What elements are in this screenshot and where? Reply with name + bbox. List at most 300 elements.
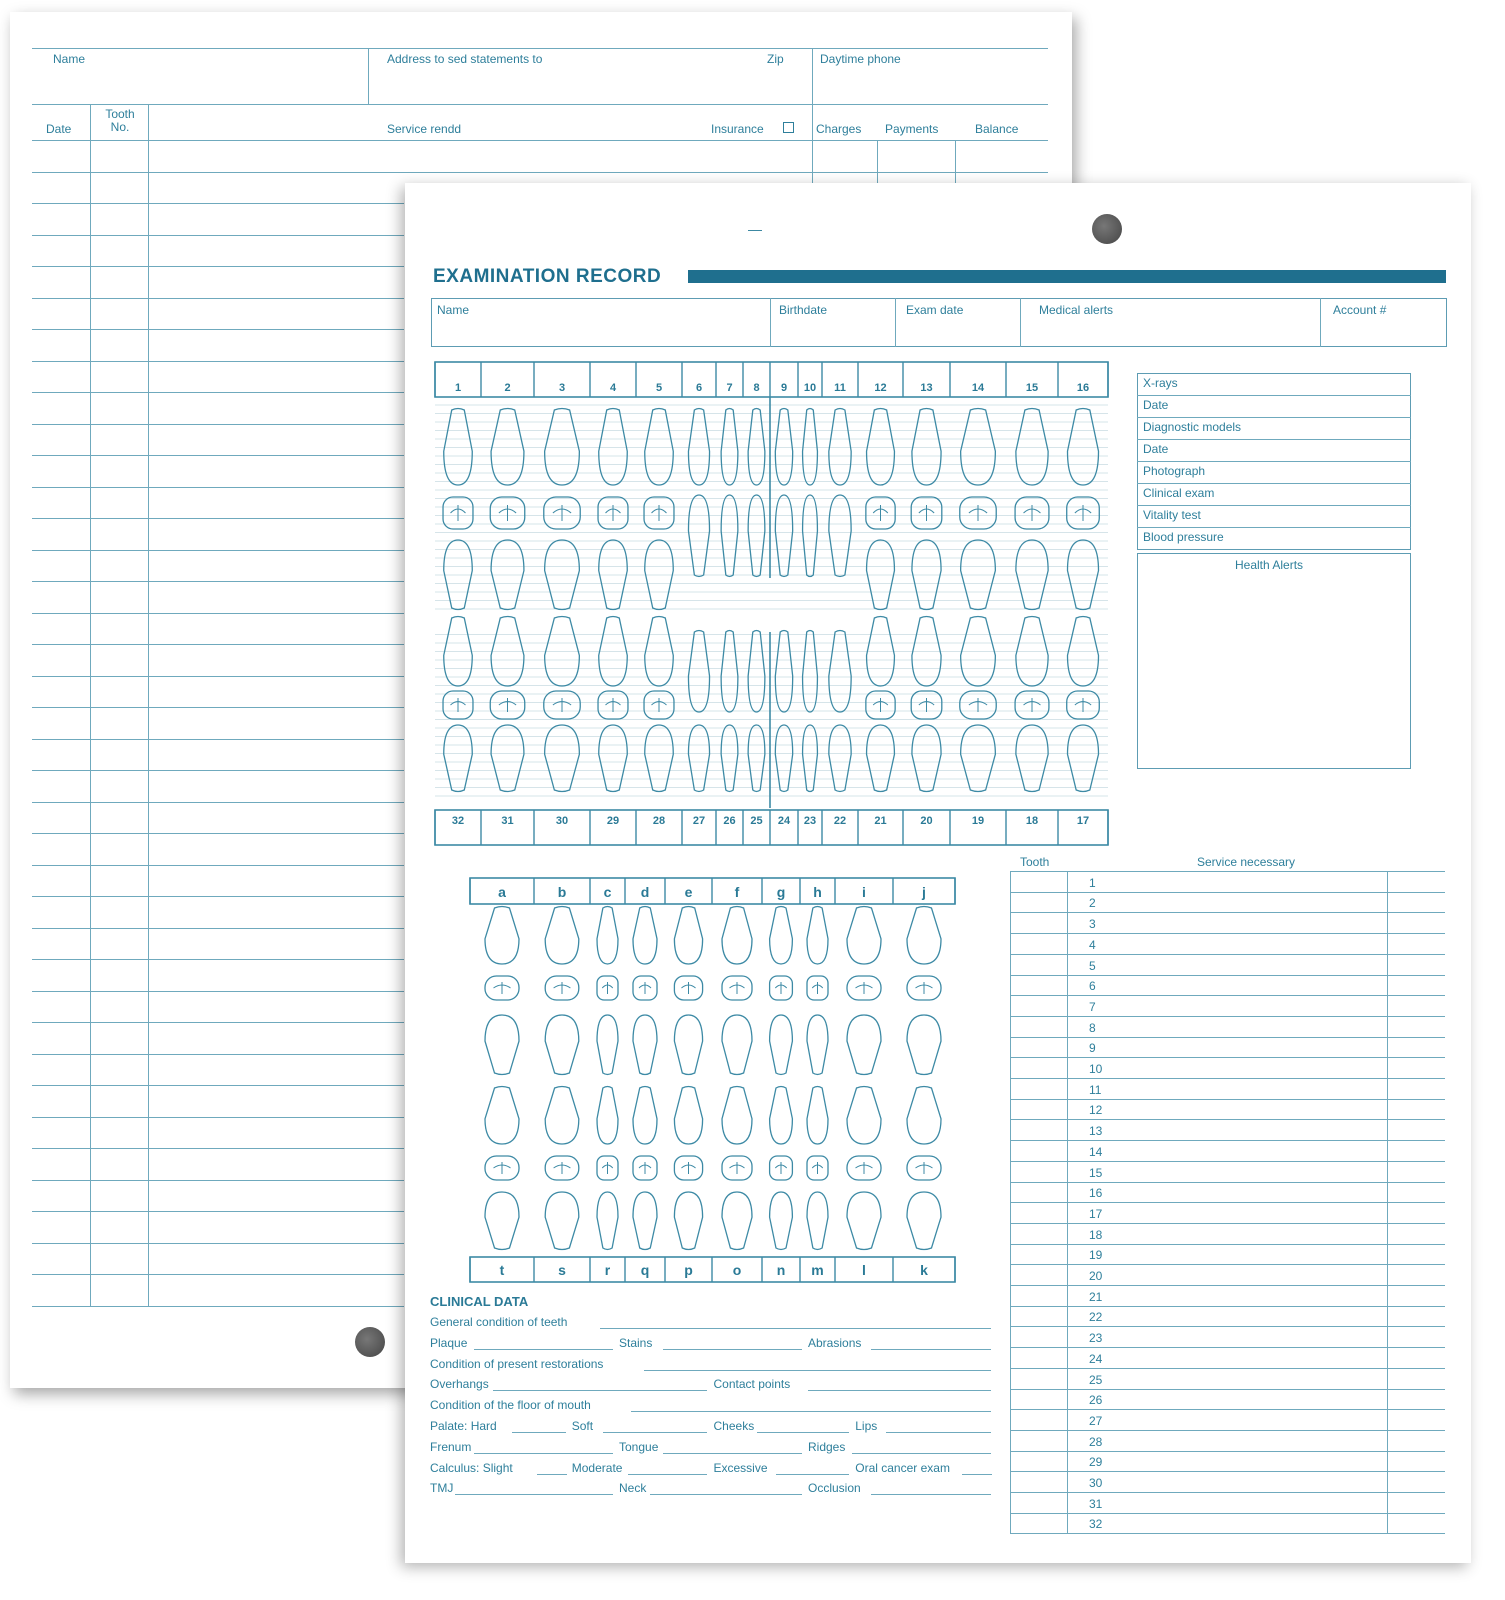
payments-column-header: Payments — [885, 122, 939, 136]
tooth-icon — [491, 409, 524, 486]
clinical-label: Cheeks — [713, 1419, 755, 1433]
exam-record-sheet — [405, 183, 1471, 1563]
clinical-input-line[interactable] — [871, 1349, 991, 1350]
tooth-icon — [770, 1015, 793, 1075]
column-divider — [148, 104, 149, 1306]
ledger-row-line — [32, 235, 404, 236]
clinical-input-line[interactable] — [808, 1390, 991, 1391]
service-row-line — [1010, 1368, 1445, 1369]
tooth-groove — [494, 982, 511, 994]
tooth-groove — [499, 698, 516, 712]
primary-tooth-e[interactable]: e — [684, 884, 693, 900]
ledger-row-line — [32, 266, 404, 267]
tooth-icon — [674, 1192, 702, 1250]
tooth-number-31[interactable]: 31 — [501, 815, 514, 827]
tooth-groove — [1075, 698, 1091, 712]
tooth-number-row — [435, 810, 1108, 845]
service-row-line — [1010, 1285, 1445, 1286]
service-row-line — [1010, 1471, 1445, 1472]
ledger-row-line — [32, 739, 404, 740]
tooth-number-32[interactable]: 32 — [451, 815, 465, 827]
tooth-number-4[interactable]: 4 — [609, 382, 617, 394]
primary-tooth-p[interactable]: p — [684, 1262, 693, 1278]
service-row-line — [1010, 1389, 1445, 1390]
ledger-row-line — [32, 518, 404, 519]
clinical-input-line[interactable] — [474, 1349, 613, 1350]
service-row-line — [1010, 954, 1445, 955]
address-label: Address to sed statements to — [387, 52, 543, 66]
column-divider — [1010, 871, 1011, 1533]
clinical-label: Occlusion — [808, 1481, 861, 1496]
tooth-groove — [602, 1162, 613, 1174]
dash-mark: — — [748, 221, 762, 237]
checklist-item[interactable]: Photograph — [1143, 464, 1206, 478]
tooth-groove — [1024, 698, 1041, 712]
tooth-icon — [803, 409, 818, 486]
tooth-icon — [545, 1087, 579, 1145]
tooth-icon — [722, 1015, 752, 1075]
tooth-number-13[interactable]: 13 — [920, 382, 933, 394]
tooth-icon — [775, 409, 792, 486]
clinical-input-line[interactable] — [871, 1494, 991, 1495]
service-row-number: 32 — [1089, 1517, 1103, 1532]
ledger-row-line — [32, 1117, 404, 1118]
clinical-label: Lips — [855, 1419, 878, 1433]
tooth-icon — [597, 907, 618, 965]
tooth-icon — [545, 907, 579, 965]
tooth-groove — [639, 982, 651, 994]
clinical-input-line[interactable] — [600, 1328, 991, 1329]
ledger-row-line — [32, 1306, 404, 1307]
service-row-number: 13 — [1089, 1124, 1103, 1139]
checklist-item[interactable]: X-rays — [1143, 376, 1178, 390]
tooth-icon — [645, 409, 674, 486]
name-field[interactable]: Name — [437, 303, 470, 317]
tooth-icon — [1068, 725, 1099, 792]
tooth-number-22[interactable]: 22 — [833, 815, 847, 827]
tooth-number-16[interactable]: 16 — [1076, 382, 1090, 394]
tooth-icon — [847, 1192, 881, 1250]
service-row-line — [1010, 1451, 1445, 1452]
tooth-groove — [812, 982, 823, 994]
ledger-row-line — [32, 550, 404, 551]
tooth-icon — [829, 409, 851, 486]
ledger-row-line — [32, 203, 404, 204]
ledger-row-line — [32, 424, 404, 425]
primary-tooth-f[interactable]: f — [734, 884, 740, 900]
tooth-groove — [639, 1162, 651, 1174]
divider — [32, 140, 1048, 141]
primary-tooth-h[interactable]: h — [813, 884, 822, 900]
service-row-number: 31 — [1089, 1496, 1103, 1511]
service-row-number: 23 — [1089, 1331, 1103, 1346]
tooth-icon — [907, 1192, 941, 1250]
divider — [368, 48, 369, 104]
page-title: EXAMINATION RECORD — [433, 266, 662, 287]
tooth-icon — [847, 907, 881, 965]
ledger-row-line — [32, 928, 404, 929]
ledger-row-line — [32, 613, 404, 614]
tooth-number-9[interactable]: 9 — [780, 382, 788, 394]
primary-tooth-i[interactable]: i — [862, 884, 866, 900]
tooth-number-27[interactable]: 27 — [692, 815, 706, 827]
ledger-row-line — [32, 676, 404, 677]
checklist-item[interactable]: Diagnostic models — [1143, 420, 1242, 434]
clinical-label: Moderate — [571, 1460, 623, 1475]
tooth-icon — [688, 725, 709, 792]
tooth-icon — [803, 725, 818, 792]
tooth-number-15[interactable]: 15 — [1025, 382, 1039, 394]
primary-tooth-s[interactable]: s — [558, 1262, 566, 1278]
phone-label: Daytime phone — [820, 52, 901, 66]
insurance-label: Insurance — [711, 122, 764, 136]
tooth-groove — [969, 698, 987, 712]
ledger-row-line — [32, 1180, 404, 1181]
tooth-number-3[interactable]: 3 — [558, 382, 566, 394]
tooth-groove — [856, 1162, 873, 1174]
tooth-icon — [485, 907, 519, 965]
primary-tooth-t[interactable]: t — [499, 1262, 505, 1278]
column-divider — [1387, 871, 1388, 1533]
tooth-icon — [912, 409, 941, 486]
tooth-icon — [847, 1087, 881, 1145]
tooth-groove — [494, 1162, 511, 1174]
tooth-column-header: Tooth — [1020, 855, 1050, 869]
tooth-icon — [748, 725, 765, 792]
tooth-groove — [681, 1162, 695, 1174]
ledger-row-line — [32, 1211, 404, 1212]
ledger-row-line — [32, 1085, 404, 1086]
ledger-row-line — [32, 298, 404, 299]
tooth-icon — [674, 1015, 702, 1075]
service-row-number: 12 — [1089, 1103, 1103, 1118]
service-row-line — [1010, 975, 1445, 976]
birthdate-field[interactable]: Birthdate — [779, 303, 828, 317]
service-row-line — [1010, 912, 1445, 913]
tooth-icon — [722, 1087, 752, 1145]
service-row-line — [1010, 1078, 1445, 1079]
service-row-number: 3 — [1089, 917, 1096, 932]
service-row-number: 8 — [1089, 1020, 1096, 1035]
ledger-row-line — [32, 487, 404, 488]
tooth-icon — [775, 725, 792, 792]
tooth-groove — [916, 1162, 933, 1174]
clinical-input-line[interactable] — [474, 1453, 613, 1454]
tooth-icon — [645, 725, 674, 792]
ledger-row-line — [32, 455, 404, 456]
tooth-icon — [633, 1087, 657, 1145]
tooth-groove — [602, 982, 613, 994]
tooth-icon — [807, 1015, 828, 1075]
clinical-label: Overhangs — [430, 1377, 489, 1392]
zip-label: Zip — [767, 52, 784, 66]
checklist-item[interactable]: Vitality test — [1143, 508, 1201, 522]
checklist-item[interactable]: Blood pressure — [1143, 530, 1224, 544]
ledger-row-line — [32, 896, 404, 897]
service-row-number: 16 — [1089, 1186, 1103, 1201]
service-row-number: 5 — [1089, 958, 1096, 973]
ledger-row-line — [32, 707, 404, 708]
tooth-icon — [807, 907, 828, 965]
service-row-number: 21 — [1089, 1289, 1103, 1304]
service-row-number: 6 — [1089, 979, 1096, 994]
service-row-line — [1010, 1119, 1445, 1120]
primary-tooth-d[interactable]: d — [640, 884, 650, 900]
tooth-number-14[interactable]: 14 — [971, 382, 985, 394]
tooth-number-20[interactable]: 20 — [920, 815, 933, 827]
tooth-icon — [599, 409, 628, 486]
tooth-icon — [597, 1192, 618, 1250]
service-row-line — [1010, 1533, 1445, 1534]
clinical-input-line[interactable] — [852, 1453, 991, 1454]
service-row-line — [1010, 1223, 1445, 1224]
checklist-item[interactable]: Date — [1143, 398, 1169, 412]
primary-tooth-m[interactable]: m — [811, 1262, 824, 1278]
tooth-number-29[interactable]: 29 — [606, 815, 620, 827]
clinical-input-line[interactable] — [962, 1474, 992, 1475]
tooth-number-17[interactable]: 17 — [1076, 815, 1090, 827]
primary-tooth-n[interactable]: n — [776, 1262, 786, 1278]
clinical-label: Contact points — [713, 1377, 791, 1392]
exam-date-field[interactable]: Exam date — [906, 303, 964, 317]
clinical-label: Ridges — [808, 1439, 846, 1454]
tooth-icon — [545, 725, 580, 792]
tooth-icon — [907, 1087, 941, 1145]
clinical-input-line[interactable] — [628, 1474, 707, 1475]
tooth-icon — [770, 907, 793, 965]
tooth-groove — [554, 1162, 571, 1174]
clinical-input-line[interactable] — [537, 1474, 567, 1475]
tooth-groove — [856, 982, 873, 994]
tooth-icon — [597, 1015, 618, 1075]
clinical-input-line[interactable] — [757, 1432, 849, 1433]
tooth-icon — [721, 725, 738, 792]
tooth-number-5[interactable]: 5 — [655, 382, 663, 394]
insurance-checkbox[interactable] — [783, 122, 794, 133]
clinical-label: Tongue — [619, 1439, 659, 1454]
service-row-line — [1010, 1202, 1445, 1203]
tooth-groove — [553, 698, 571, 712]
tooth-icon — [1068, 409, 1099, 486]
charges-column-header: Charges — [816, 122, 862, 136]
tooth-icon — [485, 1015, 519, 1075]
divider — [32, 104, 1048, 105]
account-field[interactable]: Account # — [1333, 303, 1387, 317]
tooth-icon — [1016, 725, 1048, 792]
ledger-row-line — [32, 1274, 404, 1275]
tooth-icon — [847, 1015, 881, 1075]
service-row-number: 2 — [1089, 896, 1096, 911]
primary-tooth-q[interactable]: q — [640, 1262, 650, 1278]
service-row-number: 7 — [1089, 999, 1096, 1014]
tooth-icon — [545, 1015, 579, 1075]
tooth-icon — [722, 907, 752, 965]
tooth-icon — [961, 725, 996, 792]
tooth-number-21[interactable]: 21 — [874, 815, 887, 827]
clinical-label: General condition of teeth — [430, 1315, 568, 1329]
tooth-groove — [606, 698, 621, 712]
clinical-input-line[interactable] — [776, 1474, 849, 1475]
tooth-icon — [545, 409, 580, 486]
tooth-icon — [807, 1087, 828, 1145]
tooth-number-11[interactable]: 11 — [834, 382, 846, 394]
tooth-groove — [554, 982, 571, 994]
service-column-header: Service necessary — [1197, 855, 1296, 869]
clinical-input-line[interactable] — [455, 1494, 613, 1495]
clinical-label: Abrasions — [808, 1335, 862, 1350]
tooth-number-25[interactable]: 25 — [750, 815, 763, 827]
checklist-item[interactable]: Date — [1143, 442, 1169, 456]
tooth-number-8[interactable]: 8 — [753, 382, 760, 394]
tooth-icon — [867, 409, 895, 486]
tooth-number-7[interactable]: 7 — [726, 382, 733, 394]
primary-tooth-j[interactable]: j — [922, 884, 926, 900]
name-label: Name — [53, 52, 86, 66]
ledger-row-line — [32, 1148, 404, 1149]
divider — [1137, 461, 1411, 462]
primary-tooth-c[interactable]: c — [603, 884, 612, 900]
service-row-line — [1010, 1161, 1445, 1162]
clinical-input-line[interactable] — [644, 1370, 991, 1371]
service-row-number: 28 — [1089, 1434, 1103, 1449]
divider — [32, 48, 1048, 49]
tooth-number-23[interactable]: 23 — [803, 815, 817, 827]
tooth-groove — [812, 1162, 823, 1174]
punch-hole — [355, 1327, 385, 1357]
ledger-row-line — [32, 392, 404, 393]
health-alerts-label: Health Alerts — [1235, 558, 1304, 572]
service-row-number: 10 — [1089, 1062, 1103, 1076]
service-row-line — [1010, 1430, 1445, 1431]
primary-tooth-g[interactable]: g — [776, 884, 786, 900]
clinical-input-line[interactable] — [886, 1432, 991, 1433]
tooth-groove — [873, 698, 888, 712]
ledger-row-line — [32, 1243, 404, 1244]
tooth-icon — [770, 1192, 793, 1250]
clinical-label: Excessive — [713, 1460, 768, 1475]
tooth-icon — [485, 1192, 519, 1250]
ledger-row-line — [32, 833, 404, 834]
ledger-row-line — [32, 329, 404, 330]
clinical-input-line[interactable] — [631, 1411, 991, 1412]
medical-alerts-field[interactable]: Medical alerts — [1039, 303, 1114, 317]
tooth-icon — [444, 409, 473, 486]
primary-tooth-o[interactable]: o — [732, 1262, 742, 1278]
tooth-icon — [748, 409, 765, 486]
clinical-input-line[interactable] — [493, 1390, 708, 1391]
service-row-line — [1010, 1016, 1445, 1017]
service-row-line — [1010, 1264, 1445, 1265]
service-row-line — [1010, 1037, 1445, 1038]
tooth-icon — [444, 725, 473, 792]
clinical-label: Neck — [619, 1481, 647, 1496]
clinical-input-line[interactable] — [663, 1453, 802, 1454]
clinical-input-line[interactable] — [512, 1432, 566, 1433]
tooth-number-12[interactable]: 12 — [874, 382, 887, 394]
tooth-icon — [912, 725, 941, 792]
column-divider — [955, 140, 956, 183]
column-divider — [90, 104, 91, 1306]
clinical-label: TMJ — [430, 1481, 454, 1496]
primary-tooth-k[interactable]: k — [920, 1262, 928, 1278]
tooth-icon — [491, 725, 524, 792]
tooth-number-2[interactable]: 2 — [504, 382, 511, 394]
tooth-icon — [688, 409, 709, 486]
clinical-input-line[interactable] — [663, 1349, 802, 1350]
tooth-number-1[interactable]: 1 — [454, 382, 462, 394]
divider — [1137, 483, 1411, 484]
clinical-input-line[interactable] — [650, 1494, 802, 1495]
service-row-number: 27 — [1089, 1413, 1103, 1428]
service-row-line — [1010, 933, 1445, 934]
tooth-number-30[interactable]: 30 — [555, 815, 569, 827]
tooth-groove — [919, 698, 934, 712]
service-column-header: Service rendd — [387, 122, 462, 136]
service-row-number: 14 — [1089, 1144, 1103, 1159]
health-alerts-box[interactable] — [1137, 553, 1411, 769]
tooth-icon — [721, 409, 738, 486]
tooth-number-row — [435, 362, 1108, 397]
ledger-row-line — [32, 959, 404, 960]
tooth-number-26[interactable]: 26 — [723, 815, 736, 827]
tooth-icon — [807, 1192, 828, 1250]
ledger-row-line — [32, 1022, 404, 1023]
tooth-groove — [730, 982, 745, 994]
checklist-item[interactable]: Clinical exam — [1143, 486, 1215, 500]
clinical-label: Frenum — [430, 1439, 472, 1454]
tooth-icon — [633, 1015, 657, 1075]
service-row-number: 30 — [1089, 1476, 1103, 1490]
tooth-groove — [775, 982, 786, 994]
column-divider — [877, 140, 878, 183]
primary-tooth-l[interactable]: l — [862, 1262, 866, 1278]
primary-tooth-a[interactable]: a — [498, 884, 506, 900]
clinical-input-line[interactable] — [603, 1432, 708, 1433]
ledger-row-line — [32, 361, 404, 362]
clinical-label: Condition of present restorations — [430, 1356, 604, 1371]
divider — [1010, 871, 1445, 872]
ledger-row-line — [32, 865, 404, 866]
primary-tooth-b[interactable]: b — [557, 884, 567, 900]
service-row-number: 24 — [1089, 1351, 1103, 1366]
tooth-icon — [674, 1087, 702, 1145]
ledger-row-line — [32, 644, 404, 645]
tooth-number-24[interactable]: 24 — [777, 815, 791, 827]
tooth-number-6[interactable]: 6 — [695, 382, 703, 394]
tooth-groove — [652, 698, 667, 712]
tooth-number-10[interactable]: 10 — [803, 382, 817, 394]
service-row-line — [1010, 1513, 1445, 1514]
tooth-column-header: Tooth No. — [105, 107, 135, 134]
primary-tooth-r[interactable]: r — [604, 1262, 611, 1278]
service-row-number: 11 — [1089, 1082, 1102, 1097]
tooth-icon — [829, 725, 851, 792]
service-row-number: 18 — [1089, 1227, 1103, 1242]
clinical-label: Stains — [619, 1335, 653, 1350]
tooth-number-19[interactable]: 19 — [971, 815, 985, 827]
service-row-number: 17 — [1089, 1206, 1103, 1221]
service-row-number: 1 — [1089, 875, 1096, 890]
tooth-number-28[interactable]: 28 — [652, 815, 666, 827]
tooth-groove — [775, 1162, 786, 1174]
service-row-number: 26 — [1089, 1393, 1103, 1408]
column-divider — [1067, 871, 1068, 1533]
service-row-number: 20 — [1089, 1269, 1103, 1283]
tooth-number-18[interactable]: 18 — [1025, 815, 1039, 827]
ledger-row-line — [32, 770, 404, 771]
tooth-icon — [1016, 409, 1048, 486]
service-row-line — [1010, 1244, 1445, 1245]
